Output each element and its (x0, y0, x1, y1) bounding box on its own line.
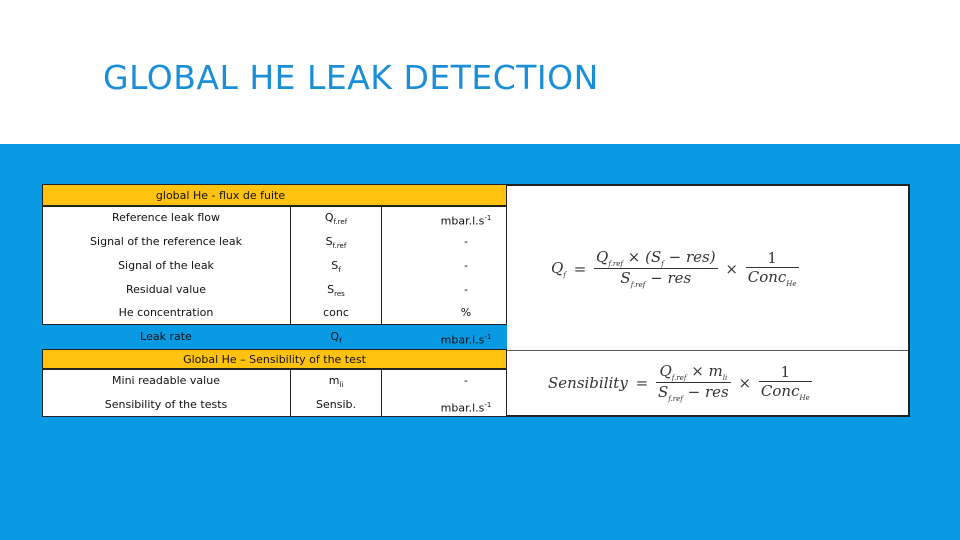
row-symbol: $Q_{f.ref}$ (324, 211, 348, 227)
table-row (42, 279, 507, 301)
row-label: Signal of the leak (118, 259, 214, 272)
row-symbol: Sensib. (316, 398, 356, 411)
formula-denominator: $S_{f.ref}$ − res (657, 383, 729, 403)
row-unit: $mbar.l.s^{-1}$ (440, 401, 492, 415)
formula-conc: Conc$_{He}$ (760, 382, 810, 402)
row-label: Leak rate (140, 330, 192, 343)
row-label: Mini readable value (112, 374, 220, 387)
formula-equals: = (635, 373, 649, 392)
section-header-label: global He - flux de fuite (155, 189, 286, 202)
table-row (42, 394, 507, 416)
formula-conc: Conc$_{He}$ (747, 268, 797, 288)
formula-divider (507, 350, 908, 351)
formula-denominator: $S_{f.ref}$ − res (620, 269, 692, 289)
formula-conc-fraction (746, 249, 799, 288)
page-title: GLOBAL HE LEAK DETECTION (103, 58, 599, 97)
formula-one: 1 (746, 249, 799, 268)
leak-rate-formula (551, 248, 799, 289)
table-row-leak-rate (42, 326, 507, 348)
row-symbol: $m_{li}$ (328, 374, 344, 390)
table-row (42, 255, 507, 277)
row-label: He concentration (118, 306, 214, 319)
formula-lhs: $Q_f$ (551, 258, 566, 279)
row-symbol: conc (323, 306, 349, 319)
row-label: Residual value (126, 283, 206, 296)
row-symbol: $Q_f$ (330, 330, 342, 346)
row-label: Reference leak flow (112, 211, 220, 224)
row-unit: - (464, 283, 468, 296)
row-label: Signal of the reference leak (90, 235, 242, 248)
formula-numerator: $Q_{f.ref} \times m_{li}$ (656, 362, 731, 383)
formula-lhs: Sensibility (548, 373, 628, 392)
section-header-label: Global He – Sensibility of the test (183, 353, 366, 366)
formula-one: 1 (759, 363, 812, 382)
formula-equals: = (573, 259, 587, 278)
formula-fraction (656, 362, 731, 403)
table-row (42, 370, 507, 392)
formula-conc-fraction (759, 363, 812, 402)
row-unit: % (460, 306, 472, 319)
row-label: Sensibility of the tests (104, 398, 228, 411)
row-unit: - (464, 235, 468, 248)
section-header-sensibility (42, 349, 507, 369)
sensibility-formula (548, 362, 812, 403)
formula-fraction (594, 248, 718, 289)
row-unit: $mbar.l.s^{-1}$ (440, 214, 492, 228)
section-header-leak-flow (42, 184, 507, 206)
table-row (42, 207, 507, 229)
formula-times: × (738, 373, 752, 392)
row-unit: - (464, 259, 468, 272)
row-symbol: $S_{res}$ (327, 283, 345, 299)
row-unit: $mbar.l.s^{-1}$ (440, 333, 492, 347)
row-unit: - (464, 374, 468, 387)
row-symbol: $S_{f.ref}$ (325, 235, 347, 251)
formula-numerator: $Q_{f.ref} \times (S_f - res)$ (596, 248, 716, 268)
row-symbol: $S_f$ (331, 259, 341, 275)
formula-times: × (725, 259, 738, 278)
table-row (42, 231, 507, 253)
table-row (42, 302, 507, 324)
parameter-table (42, 184, 511, 417)
